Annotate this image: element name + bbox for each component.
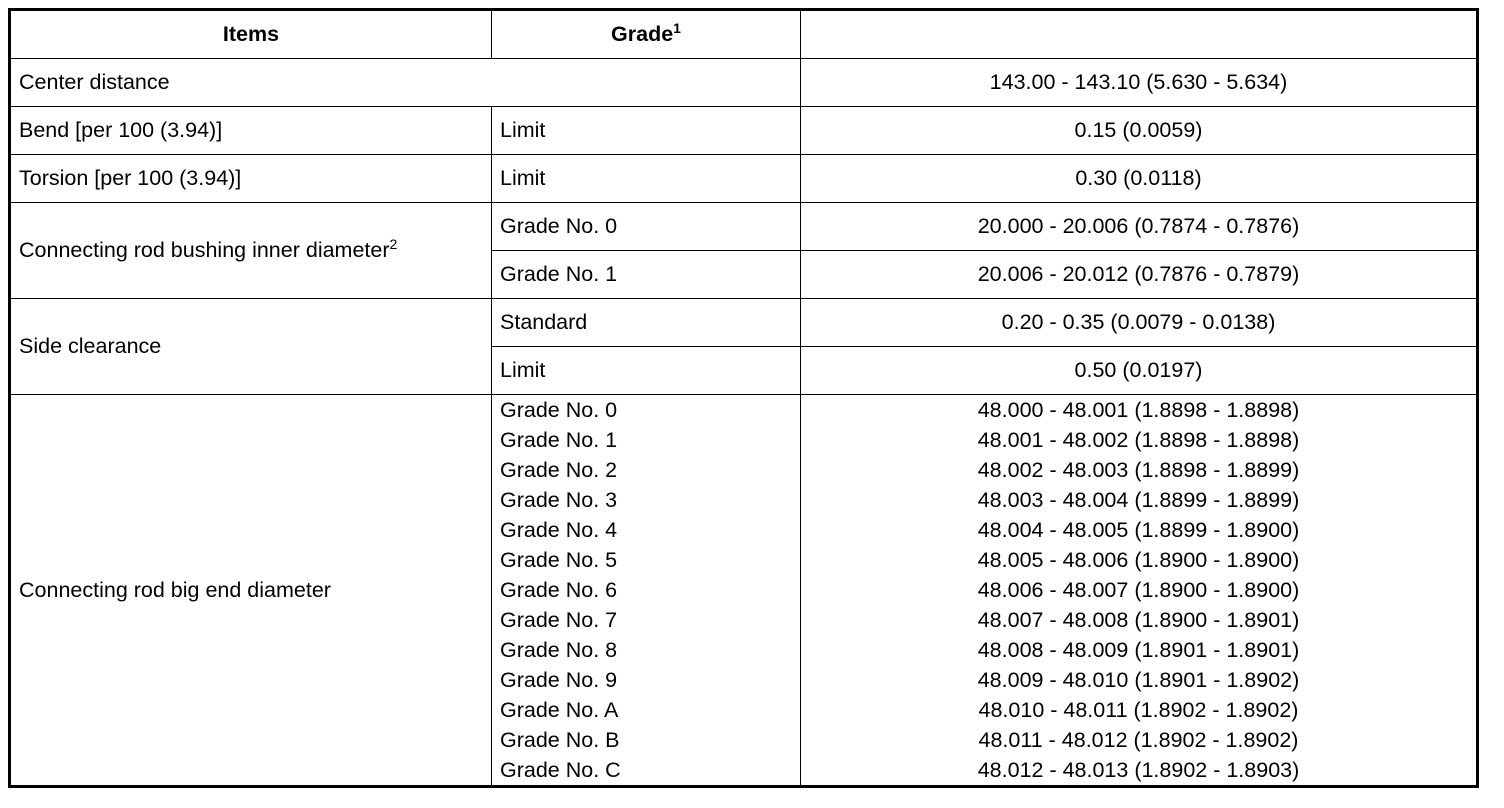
- item-cell: Bend [per 100 (3.94)]: [10, 107, 492, 155]
- value-line: 48.010 - 48.011 (1.8902 - 1.8902): [978, 698, 1299, 722]
- grade-line: Grade No. 3: [500, 488, 618, 512]
- grade-line: Grade No. 2: [500, 458, 618, 482]
- spec-table: [8, 8, 1479, 788]
- table-row-bend: [10, 107, 1478, 155]
- grade-cell: Grade No. 1: [492, 251, 801, 299]
- grade-cell: Limit: [492, 347, 801, 395]
- value-cell: 143.00 - 143.10 (5.630 - 5.634): [801, 59, 1478, 107]
- grade-cell: Grade No. 0: [492, 203, 801, 251]
- value-line: 48.005 - 48.006 (1.8900 - 1.8900): [977, 548, 1300, 572]
- table-row-center-distance: [10, 59, 1478, 107]
- grade-line: Grade No. A: [500, 698, 619, 722]
- value-line: 48.002 - 48.003 (1.8898 - 1.8899): [977, 458, 1300, 482]
- table-row-side-clearance: [10, 299, 1478, 347]
- value-line: 48.001 - 48.002 (1.8898 - 1.8898): [977, 428, 1300, 452]
- item-cell: Connecting rod big end diameter: [10, 395, 492, 787]
- value-cell: 20.000 - 20.006 (0.7874 - 0.7876): [801, 203, 1478, 251]
- grade-line: Grade No. 4: [500, 518, 618, 542]
- grade-cell: Standard: [492, 299, 801, 347]
- grade-header: Grade$^1$: [492, 10, 801, 59]
- grade-line: Grade No. 6: [500, 578, 618, 602]
- table-row-bushing: [10, 203, 1478, 251]
- grade-line: Grade No. B: [500, 728, 620, 752]
- value-line: 48.009 - 48.010 (1.8901 - 1.8902): [977, 668, 1300, 692]
- value-cell: 0.30 (0.0118): [801, 155, 1478, 203]
- header-row: [10, 10, 1478, 59]
- grade-cell: Limit: [492, 107, 801, 155]
- value-header: [801, 10, 1478, 59]
- grade-list-cell: [492, 395, 801, 787]
- grade-line: Grade No. C: [500, 758, 621, 782]
- value-line: 48.006 - 48.007 (1.8900 - 1.8900): [977, 578, 1300, 602]
- value-line: 48.008 - 48.009 (1.8901 - 1.8901): [977, 638, 1300, 662]
- value-line: 48.000 - 48.001 (1.8898 - 1.8898): [977, 398, 1300, 422]
- value-cell: 0.20 - 0.35 (0.0079 - 0.0138): [801, 299, 1478, 347]
- table-row-big-end: [10, 395, 1478, 787]
- value-list-cell: [801, 395, 1478, 787]
- value-line: 48.003 - 48.004 (1.8899 - 1.8899): [977, 488, 1300, 512]
- grade-line: Grade No. 7: [500, 608, 618, 632]
- grade-cell: Limit: [492, 155, 801, 203]
- value-line: 48.011 - 48.012 (1.8902 - 1.8902): [978, 728, 1299, 752]
- value-cell: 0.15 (0.0059): [801, 107, 1478, 155]
- item-cell: Center distance: [10, 59, 801, 107]
- item-cell: Connecting rod bushing inner diameter$^2$: [10, 203, 492, 299]
- grade-line: Grade No. 8: [500, 638, 618, 662]
- footnote-ref: 2: [389, 236, 398, 252]
- grade-line: Grade No. 9: [500, 668, 618, 692]
- value-line: 48.012 - 48.013 (1.8902 - 1.8903): [977, 758, 1300, 782]
- value-line: 48.007 - 48.008 (1.8900 - 1.8901): [977, 608, 1300, 632]
- value-cell: 0.50 (0.0197): [801, 347, 1478, 395]
- table-row-torsion: [10, 155, 1478, 203]
- grade-line: Grade No. 0: [500, 398, 618, 422]
- grade-line: Grade No. 1: [500, 428, 618, 452]
- value-cell: 20.006 - 20.012 (0.7876 - 0.7879): [801, 251, 1478, 299]
- value-line: 48.004 - 48.005 (1.8899 - 1.8900): [977, 518, 1300, 542]
- grade-line: Grade No. 5: [500, 548, 618, 572]
- items-header: Items: [10, 10, 492, 59]
- item-cell: Side clearance: [10, 299, 492, 395]
- footnote-ref: 1: [673, 20, 681, 36]
- item-cell: Torsion [per 100 (3.94)]: [10, 155, 492, 203]
